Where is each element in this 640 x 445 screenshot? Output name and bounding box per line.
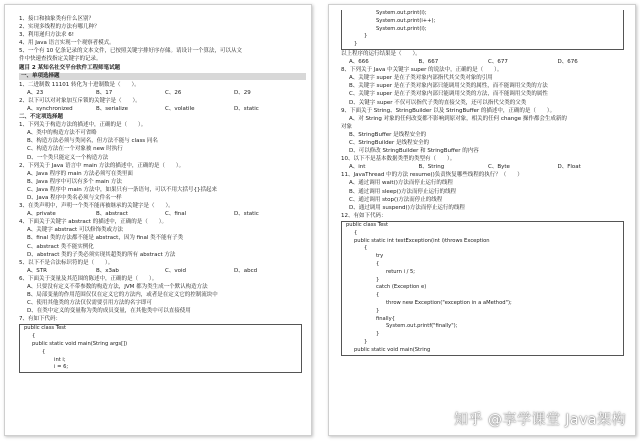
question-6-option-a: A、关键字 abstract 可以修饰类或方法: [27, 227, 123, 234]
code-line: {: [364, 245, 368, 252]
question-12-option-a-cont: 对象: [341, 123, 353, 130]
question-7: 5、以下不是合法标识符的是（ ）。: [19, 259, 114, 266]
question-11-option-c: C、关键字 super 是在子类对象内部只能调用父类的方法，而不能调用父类的属性: [349, 91, 548, 98]
question-3-option-a: A、类中的构造方法不可省略: [27, 130, 97, 137]
question-9: 7、有如下代码：: [19, 316, 61, 323]
question-12-option-b: B、StringBuffer 是线程安全的: [349, 131, 427, 138]
question-15: 12、有如下代码：: [341, 212, 387, 219]
question-8-option-b: B、局部变量的作用范围仅仅在定义它的方法内，或者是在定义它的控制流块中: [27, 292, 218, 299]
code-line: {: [42, 348, 46, 355]
question-8-option-c: C、使用其他类的方法仅仅需要引用方法的名字即可: [27, 300, 152, 307]
code-line: }: [364, 33, 368, 40]
question-11-option-a: A、关键字 super 是在子类对象内部指代其父类对象的引用: [349, 75, 493, 82]
question-14-option-c: C、通过调用 stop()方法而停止的线程: [349, 196, 443, 203]
code-line: public static int testException(int i)throws Exception: [354, 237, 490, 244]
question-8: 6、下面关于变量及其范围的陈述中，正确的是（ ）。: [19, 275, 158, 282]
question-13-options: A、int B、String C、Byte D、Float: [349, 164, 581, 171]
question-11: 8、下列关于 Java 中关键字 super 的说法中，正确的是（ ）。: [341, 67, 503, 74]
question-4-option-b: B、Java 程序中可以有多个 main 方法: [27, 178, 122, 185]
question-1-options: A、23 B、17 C、26 D、29: [27, 89, 251, 96]
code-line: i = 6;: [54, 364, 69, 371]
right-page: [328, 4, 636, 436]
question-4: 2、下列关于 Java 语言中 main 方法的描述中，正确的是（ ）。: [19, 162, 185, 169]
question-3-option-d: D、一个类只能定义一个构造方法: [27, 154, 109, 161]
code-block-top: [341, 10, 624, 50]
code-line: System.out.print(i++);: [376, 17, 436, 24]
code-line: return i / 5;: [386, 268, 416, 275]
intro-question: 件中快速查找指定关键字的记录。: [19, 56, 102, 63]
question-3-option-b: B、构造方法必须与类同名，但方法不能与 class 同名: [27, 138, 158, 145]
question-11-option-d: D、关键字 super 不仅可以指代子类的直接父类，还可以指代父类的父类: [349, 99, 527, 106]
question-4-option-d: D、Java 程序中类名必须与文件名一样: [27, 194, 122, 201]
intro-question: 2、实现多线程的方法有哪几种？: [19, 24, 100, 31]
question-6-option-b: B、final 类的方法都不能是 abstract，因为 final 类不能有子类: [27, 235, 184, 242]
question-2: 2、以下可以对对象加互斥锁的关键字是（ ）。: [19, 97, 141, 104]
code-line: int i;: [54, 356, 66, 363]
intro-question: 4、用 Java 语言实现一个观察者模式。: [19, 40, 115, 47]
question-14: 11、JavaThread 中的方法 resume()负责恢复哪些线程的执行？（ ）: [341, 172, 523, 179]
code-line: catch (Exception e): [376, 284, 427, 291]
single-choice-band: 一、单项选择题: [19, 73, 306, 80]
question-8-option-a: A、只要没有定义不带参数的构造方法，JVM 都为类生成一个默认构造方法: [27, 284, 208, 290]
code-line: {: [32, 333, 36, 340]
code-line: System.out.printf("finally");: [386, 323, 458, 330]
code-line: {: [376, 292, 380, 299]
question-14-option-b: B、通过调用 sleep()方法而停止运行的线程: [349, 188, 456, 195]
code-line: throw new Exception("exception in a aMethod");: [386, 299, 512, 306]
code-line: }: [354, 41, 358, 48]
section-title: 题目 2 某知名社交平台软件工程师笔试题: [19, 64, 121, 71]
code-line: public static void main(String: [354, 346, 431, 353]
question-3-option-c: C、构造方法在一个对象被 new 时执行: [27, 146, 123, 153]
code-line: }: [376, 276, 380, 283]
question-10-options: A、666 B、667 C、677 D、676: [349, 59, 578, 66]
code-line: }: [376, 331, 380, 338]
question-7-options: A、STR B、x3ab C、void D、abcd: [27, 267, 258, 274]
code-line: {: [354, 229, 358, 236]
code-block-right: [341, 221, 624, 356]
question-6-option-d: D、abstract 类的子类必须实现其超类的所有 abstract 方法: [27, 251, 176, 258]
code-line: }: [364, 338, 368, 345]
question-5-options: A、private B、abstract C、final D、static: [27, 211, 259, 218]
code-line: public class Test: [346, 221, 388, 228]
question-5: 3、在类声明中，声明一个类不能再被继承的关键字是（ ）。: [19, 203, 174, 210]
question-1: 1、二进制数 11101 转化为十进制数是（ ）。: [19, 81, 140, 88]
question-3: 1、下列关于构造方法的描述中，正确的是（ ）。: [19, 122, 147, 129]
question-12-option-c: C、StringBuilder 是线程安全的: [349, 140, 429, 147]
code-line: System.out.print(i);: [376, 25, 427, 32]
intro-question: 1、接口和抽象类有什么区别？: [19, 16, 95, 22]
question-12-option-d: D、可以修改 StringBuilder 和 StringBuffer 的内容: [349, 148, 479, 155]
question-4-option-a: A、Java 程序的 main 方法必须写在类里面: [27, 170, 133, 177]
question-14-option-a: A、通过调用 wait()方法而停止运行的线程: [349, 180, 453, 187]
code-line: public static void main(String args[]): [32, 341, 128, 348]
question-11-option-b: B、关键字 super 是在子类对象内部只能调用父类的属性，而不能调用父类的方法: [349, 83, 548, 90]
question-4-option-c: C、Java 程序中 main 方法中，如果只有一条语句，可以不用大括号{}括起来: [27, 186, 217, 193]
intro-question: 3、利用递归方法求 6!: [19, 32, 74, 39]
watermark: 知乎 @享学课堂 Java架构: [454, 412, 626, 428]
question-14-option-d: D、通过调用 suspend()方法而停止运行的线程: [349, 204, 465, 211]
code-line: }: [376, 307, 380, 314]
intro-question: 5、一个有 10 亿条记录的文本文件，已按照关键字排好序存储。请设计一个算法，可以从文: [19, 48, 242, 55]
question-12: 9、下面关于 String、StringBuilder 以及 StringBuffer 的描述中，正确的是（ ）。: [341, 107, 556, 114]
code-line: System.out.print(i);: [376, 10, 427, 16]
question-6: 4、下面关于关键字 abstract 的描述中，正确的是（ ）。: [19, 219, 167, 226]
question-12-option-a: A、对 String 对象的任何改变都不影响到原对象，相关的任何 change 操作都会生成新的: [349, 115, 567, 122]
question-8-option-d: D、在类中定义的变量称为类的成员变量，在其他类中可以直接使用: [27, 308, 191, 315]
code-block-left: [19, 324, 302, 373]
intro-questions: [19, 15, 303, 64]
code-line: public class Test: [24, 325, 66, 332]
question-10: 以上程序的运行结果是（ ）。: [341, 50, 421, 57]
section-2-title: 二、不定项选择题: [19, 114, 64, 121]
question-6-option-c: C、abstract 类不能实例化: [27, 243, 94, 250]
code-line: {: [376, 260, 380, 267]
code-line: try: [376, 253, 384, 260]
left-page: [4, 4, 312, 436]
code-line: finally{: [376, 315, 395, 322]
question-13: 10、以下不是基本数据类型的类型有（ ）。: [341, 156, 456, 163]
question-2-options: A、synchronized B、serialize C、volatile D、static: [27, 105, 259, 112]
